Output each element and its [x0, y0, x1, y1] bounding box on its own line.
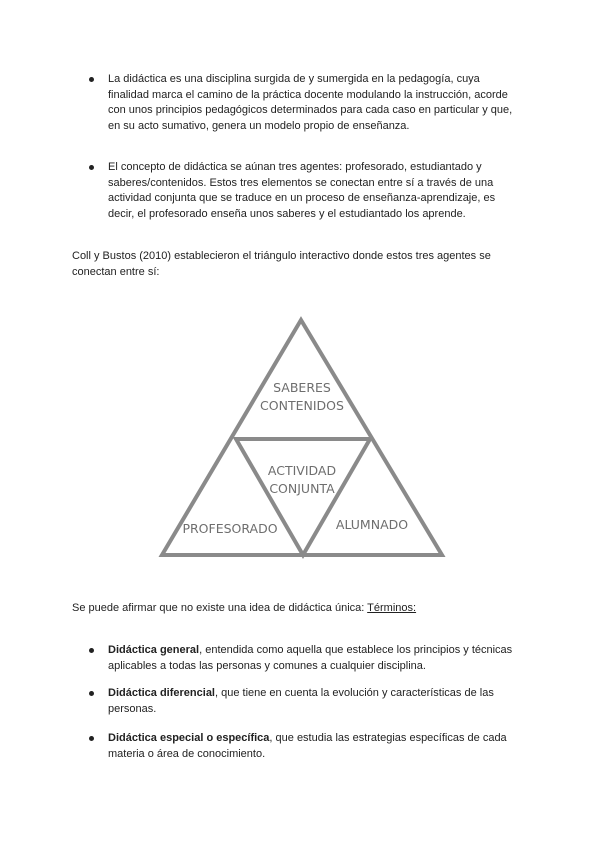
term-2-desc: , que tiene en cuenta la evolución y características de las personas. [108, 687, 494, 715]
label-profesorado: PROFESORADO [182, 521, 278, 536]
label-alumnado: ALUMNADO [335, 517, 409, 532]
bullet-icon [89, 648, 94, 653]
label-saberes: SABERES [273, 380, 331, 395]
terms-list-1 [0, 643, 600, 674]
term-1-name: Didáctica general [108, 644, 200, 656]
terms-list-2 [0, 686, 600, 717]
term-item-2 [0, 686, 600, 717]
triangle-intro-paragraph: Coll y Bustos (2010) establecieron el triángulo interactivo donde estos tres agentes se conectan entre sí: [72, 250, 491, 278]
terms-list-3 [0, 731, 600, 762]
term-item-1 [0, 643, 600, 674]
label-actividad: ACTIVIDAD [267, 463, 337, 478]
intro-bullet-2-text: El concepto de didáctica se aúnan tres agentes: profesorado, estudiantado y saberes/contenidos. Estos tres elementos se conectan entre sí a través de una actividad conjunta que se traduce en un proceso de enseñanza-aprendizaje, es decir, el profesorado enseña unos saberes y el estudiantado los aprende. [108, 161, 496, 220]
label-conjunta: CONJUNTA [269, 481, 335, 496]
terms-intro-underlined: Términos: [367, 602, 417, 614]
label-contenidos: CONTENIDOS [260, 398, 344, 413]
bullet-icon [89, 736, 94, 741]
bullet-icon [89, 691, 94, 696]
terms-intro-text: Se puede afirmar que no existe una idea de didáctica única: [72, 602, 368, 614]
intro-bullet-1-text: La didáctica es una disciplina surgida de y sumergida en la pedagogía, cuya finalidad marca el camino de la práctica docente modulando la instrucción, acorde con unos principios pedagógicos determinados para cada caso en particular y que, en su acto sumativo, genera un modelo propio de enseñanza. [108, 73, 513, 132]
term-1-desc: , entendida como aquella que establece los principios y técnicas aplicables a todas las personas y comunes a cualquier disciplina. [108, 644, 513, 672]
term-3-desc: , que estudia las estrategias específicas de cada materia o área de conocimiento. [108, 732, 507, 760]
triangle-labels [182, 380, 408, 536]
term-2-name: Didáctica diferencial [108, 687, 215, 699]
inner-triangle [236, 439, 370, 555]
term-3-name: Didáctica especial o específica [108, 732, 270, 744]
term-item-3 [0, 731, 600, 762]
terms-intro-paragraph [72, 601, 522, 617]
